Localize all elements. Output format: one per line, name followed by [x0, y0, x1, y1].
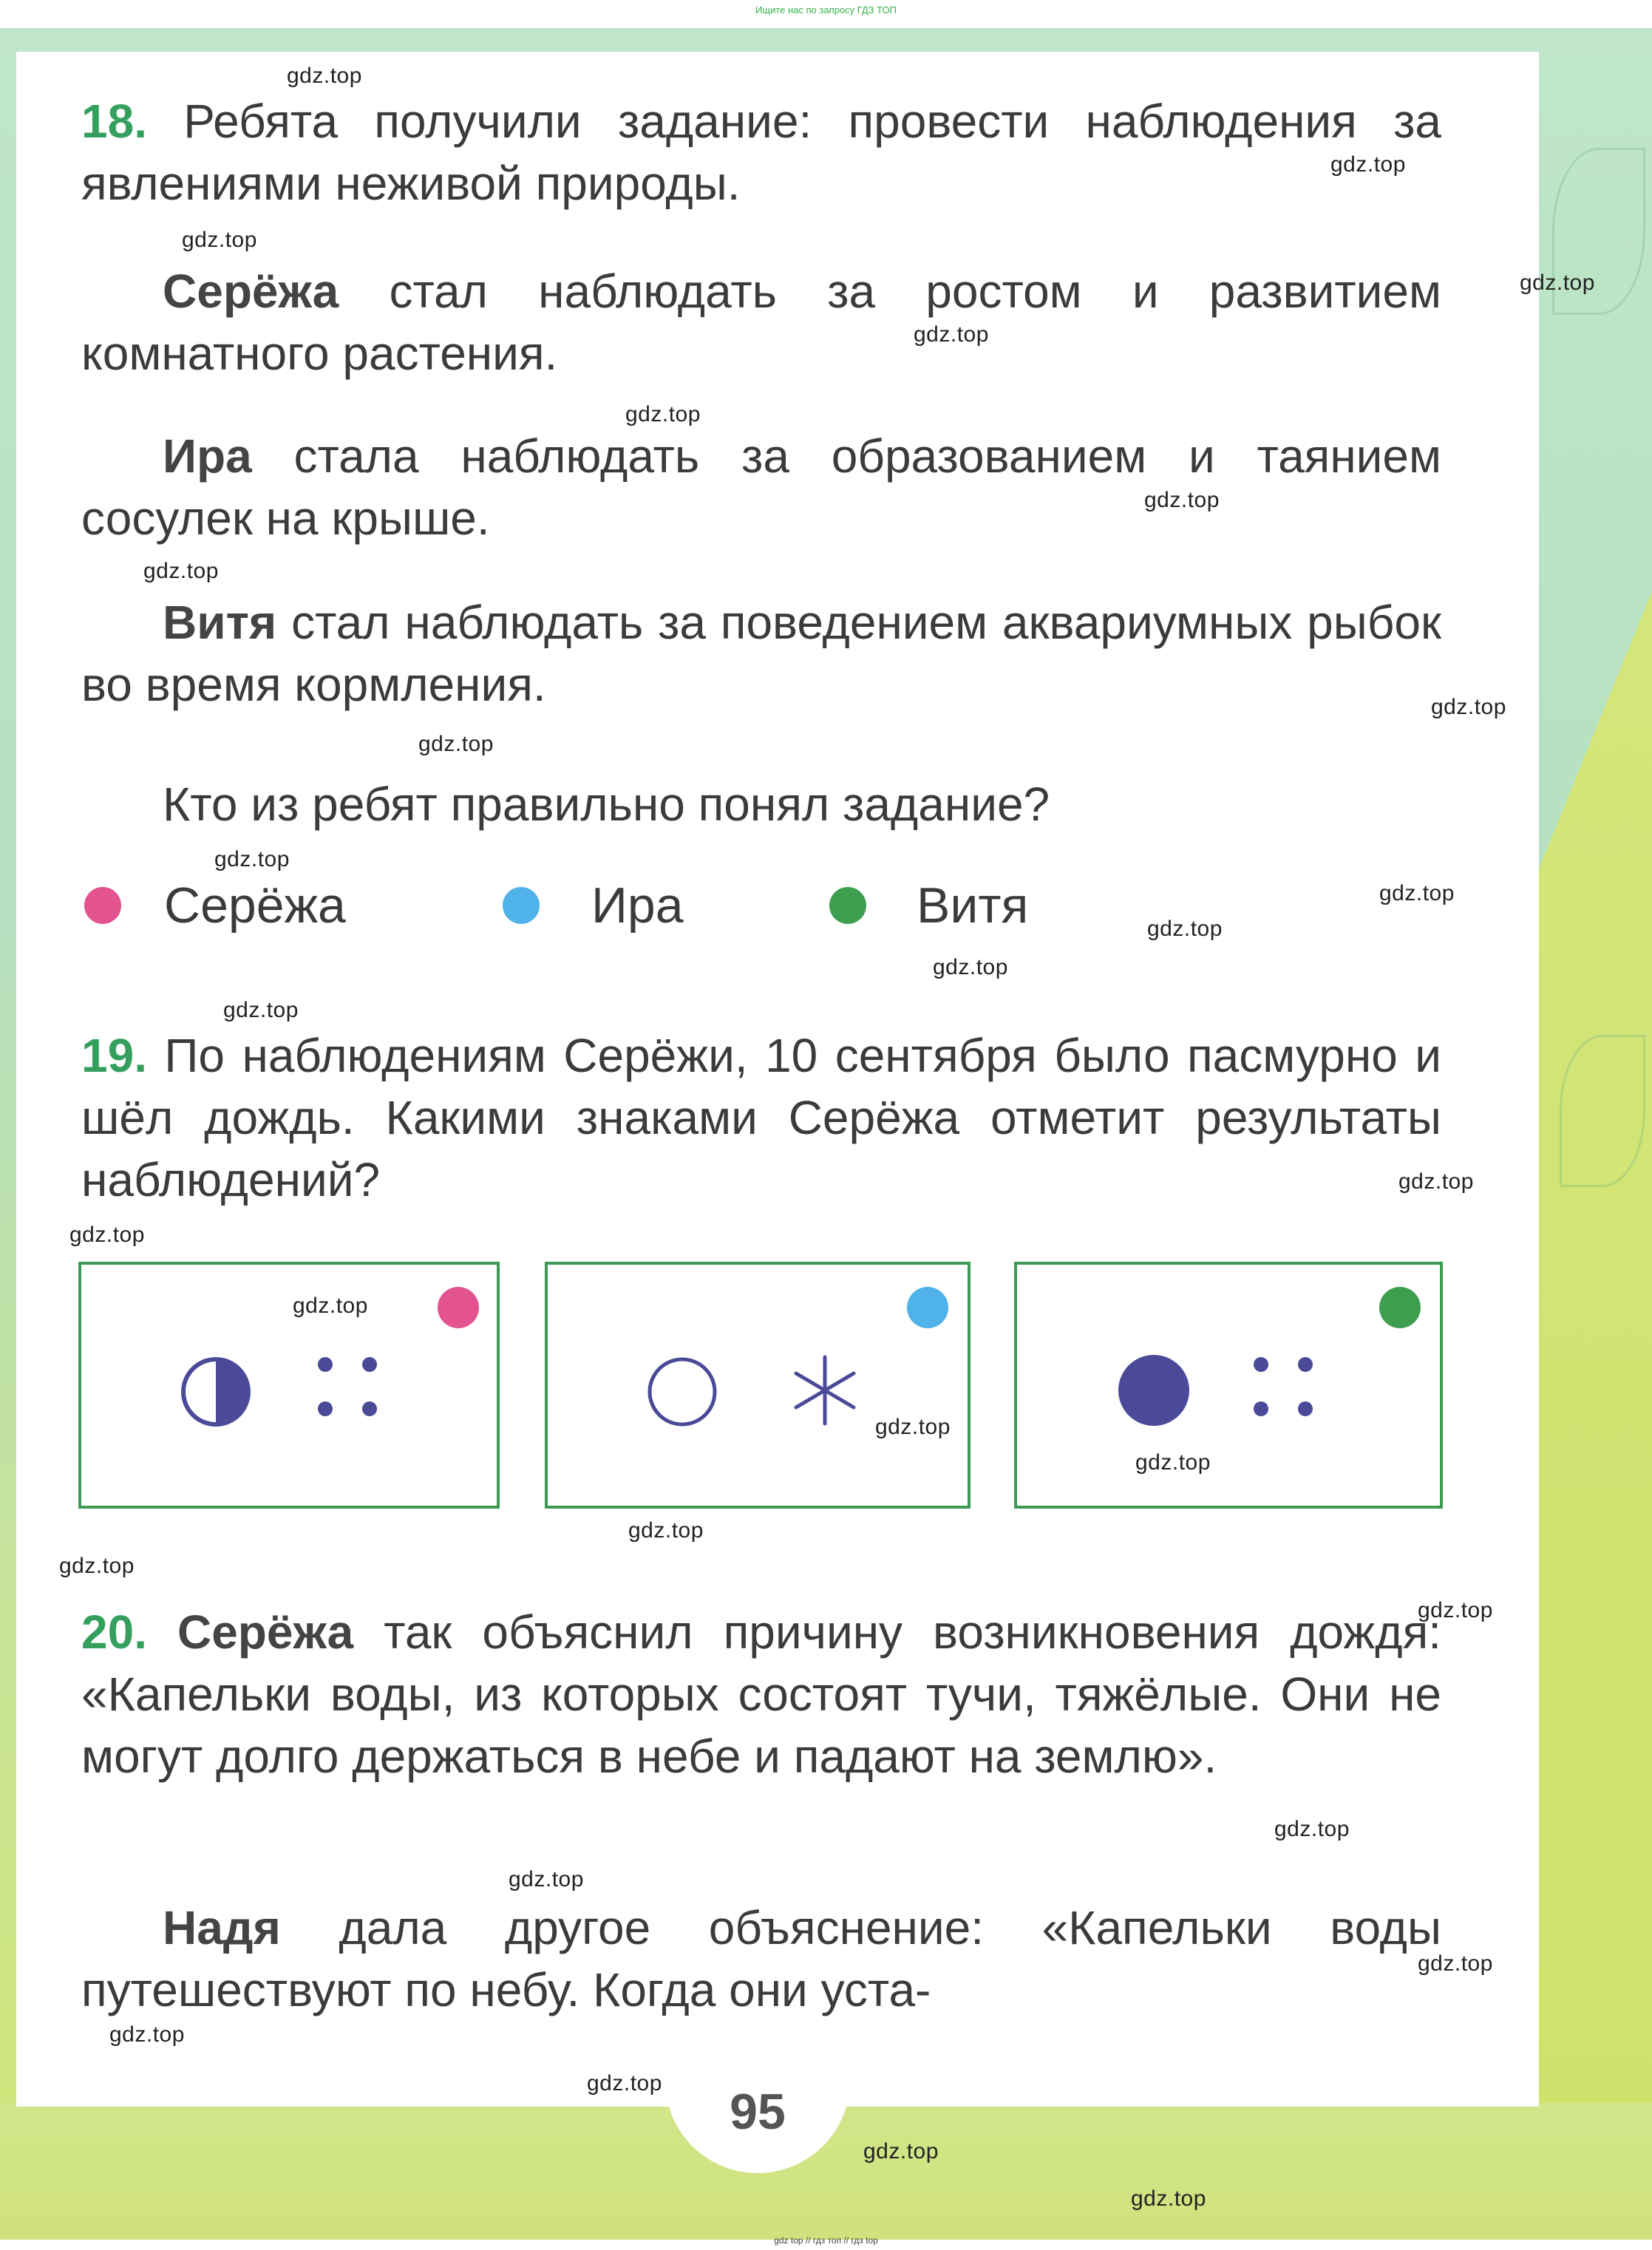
task18-vitya-name: Витя [163, 596, 277, 649]
task20-nadya-text: дала другое объяснение: «Капельки воды путешествуют по небу. Когда они уста- [81, 1901, 1441, 2016]
watermark: gdz.top [1330, 152, 1406, 177]
watermark: gdz.top [287, 64, 362, 88]
watermark: gdz.top [1418, 1951, 1493, 1976]
card-blue-marker [907, 1287, 948, 1328]
task18-seryozha-name: Серёжа [163, 265, 339, 318]
watermark: gdz.top [182, 228, 257, 252]
watermark: gdz.top [223, 998, 299, 1022]
rain-dots-icon [303, 1346, 407, 1427]
task18-number: 18. [81, 95, 147, 148]
leaf-decoration [1560, 1035, 1645, 1187]
watermark: gdz.top [1131, 2186, 1206, 2211]
watermark: gdz.top [293, 1294, 368, 1318]
task18-question-text: Кто из ребят правильно понял задание? [163, 778, 1050, 831]
task20-seryozha [81, 1601, 1441, 1787]
task18-ira-text: стала наблюдать за образованием и таянием сосулек на крыше. [81, 429, 1442, 545]
footer-note: gdz top // гдз топ // гдз top [774, 2235, 878, 2246]
watermark: gdz.top [1520, 271, 1595, 295]
task18-vitya-text: стал наблюдать за поведением аквариумных рыбок во время кормления. [81, 596, 1442, 711]
clear-sky-icon [644, 1353, 721, 1430]
watermark: gdz.top [625, 402, 701, 426]
watermark: gdz.top [1135, 1450, 1211, 1475]
snow-icon [784, 1350, 866, 1431]
watermark: gdz.top [59, 1554, 135, 1578]
half-cloud-icon [177, 1353, 254, 1430]
task18-seryozha [81, 260, 1441, 384]
task20-nadya-name: Надя [163, 1901, 281, 1954]
watermark: gdz.top [587, 2071, 662, 2096]
task18-intro-text: Ребята получили задание: провести наблюдения за явлениями неживой природы. [81, 95, 1441, 210]
task18-question [81, 773, 1441, 835]
watermark: gdz.top [1274, 1817, 1350, 1841]
task20-seryozha-name: Серёжа [177, 1605, 354, 1659]
answer-card-green[interactable] [1014, 1262, 1443, 1509]
watermark: gdz.top [628, 1518, 704, 1543]
card-green-marker [1379, 1287, 1421, 1328]
watermark: gdz.top [69, 1223, 145, 1247]
watermark: gdz.top [1144, 488, 1220, 512]
task20-number: 20. [81, 1605, 147, 1659]
header-note: Ищите нас по запросу ГДЗ ТОП [755, 4, 897, 16]
rain-dots-icon [1239, 1346, 1342, 1427]
watermark: gdz.top [1147, 917, 1223, 941]
watermark: gdz.top [1379, 881, 1455, 905]
watermark: gdz.top [418, 732, 494, 756]
task18-intro [81, 90, 1441, 214]
option-ira-label[interactable]: Ира [591, 877, 684, 934]
task19-body: По наблюдениям Серёжи, 10 сентября было пасмурно и шёл дождь. Какими знаками Серёжа отметит результаты наблюдений? [81, 1029, 1441, 1206]
option-seryozha-dot[interactable] [84, 887, 121, 924]
watermark: gdz.top [109, 2022, 185, 2047]
task18-ira-name: Ира [163, 429, 252, 483]
task20-nadya [81, 1897, 1441, 2021]
watermark: gdz.top [933, 955, 1008, 979]
task20-seryozha-text: так объяснил причину возникновения дождя: «Капельки воды, из которых состоят тучи, тяжёлые. Они не могут долго держаться в небе и падают на землю». [81, 1605, 1442, 1783]
answer-card-pink[interactable] [78, 1262, 500, 1509]
watermark: gdz.top [1431, 695, 1506, 719]
watermark: gdz.top [875, 1415, 951, 1439]
option-vitya-label[interactable]: Витя [917, 877, 1029, 934]
task18-ira [81, 425, 1441, 549]
task18-seryozha-text: стал наблюдать за ростом и развитием комнатного растения. [81, 265, 1442, 380]
watermark: gdz.top [914, 322, 989, 347]
option-ira-dot[interactable] [503, 887, 540, 924]
task19-text [81, 1024, 1441, 1211]
card-pink-marker [438, 1287, 479, 1328]
option-seryozha-label[interactable]: Серёжа [164, 877, 346, 934]
watermark: gdz.top [214, 847, 290, 871]
watermark: gdz.top [1418, 1598, 1493, 1622]
page-number: 95 [730, 2084, 786, 2140]
watermark: gdz.top [143, 559, 219, 583]
option-vitya-dot[interactable] [829, 887, 866, 924]
watermark: gdz.top [863, 2139, 939, 2164]
task19-number: 19. [81, 1029, 147, 1082]
overcast-icon [1113, 1350, 1194, 1431]
task18-vitya [81, 591, 1441, 716]
watermark: gdz.top [509, 1867, 584, 1892]
answer-card-blue[interactable] [545, 1262, 971, 1509]
watermark: gdz.top [1398, 1169, 1474, 1194]
